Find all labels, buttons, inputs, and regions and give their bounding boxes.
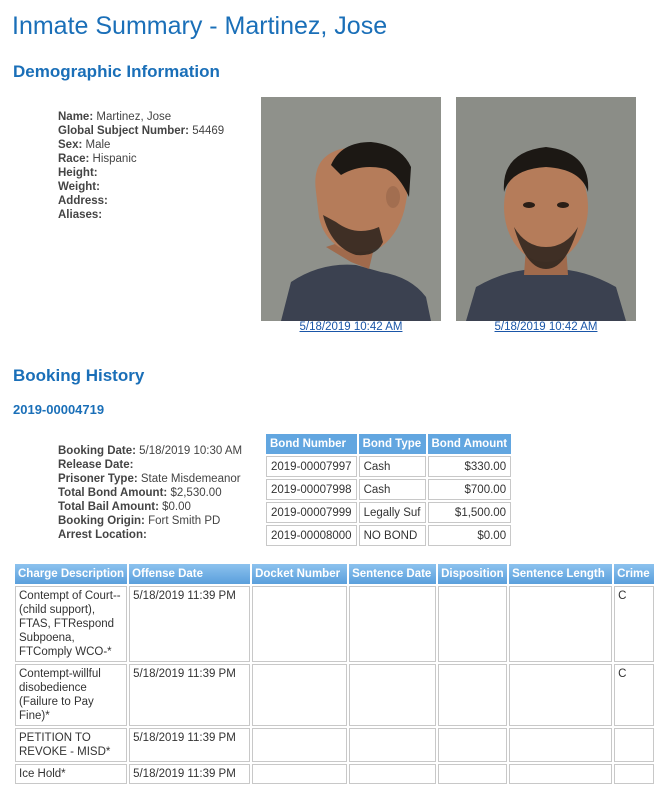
table-cell: 2019-00008000 [266, 525, 357, 546]
field-row [58, 514, 242, 528]
field-label: Total Bond Amount: [58, 487, 168, 499]
field-label: Booking Origin: [58, 515, 145, 527]
table-cell: 5/18/2019 11:39 PM [129, 664, 250, 726]
table-cell [614, 764, 654, 784]
photo-date-link-1[interactable]: 5/18/2019 10:42 AM [299, 321, 403, 333]
field-row [58, 458, 242, 472]
table-cell [509, 664, 612, 726]
page-title: Inmate Summary - Martinez, Jose [12, 12, 388, 40]
field-value: 54469 [192, 125, 225, 137]
charge-row [15, 586, 654, 662]
table-cell: 2019-00007998 [266, 479, 357, 500]
column-header[interactable]: Bond Number [266, 434, 357, 454]
table-cell [349, 764, 436, 784]
field-value: Fort Smith PD [148, 515, 221, 527]
column-header[interactable]: Crime [614, 564, 654, 584]
field-row [58, 500, 242, 514]
table-cell [252, 728, 347, 762]
table-cell: 2019-00007997 [266, 456, 357, 477]
bond-row [266, 502, 511, 523]
field-label: Race: [58, 153, 90, 165]
charge-row [15, 764, 654, 784]
field-label: Release Date: [58, 459, 134, 471]
table-cell: NO BOND [359, 525, 426, 546]
table-cell: Contempt of Court--(child support), FTAS, FTRespond Subpoena, FTComply WCO-* [15, 586, 127, 662]
table-cell [349, 664, 436, 726]
table-cell: C [614, 664, 654, 726]
column-header[interactable]: Bond Amount [428, 434, 512, 454]
table-cell [252, 664, 347, 726]
demographic-heading: Demographic Information [13, 62, 220, 81]
field-value: State Misdemeanor [140, 473, 241, 485]
field-value: Martinez, Jose [96, 111, 172, 123]
field-row [58, 486, 242, 500]
table-cell [349, 728, 436, 762]
column-header[interactable]: Charge Description [15, 564, 127, 584]
field-value: 5/18/2019 10:30 AM [139, 445, 243, 457]
field-label: Global Subject Number: [58, 125, 189, 137]
field-row [58, 152, 224, 166]
field-label: Total Bail Amount: [58, 501, 159, 513]
field-label: Aliases: [58, 209, 103, 221]
booking-fields [58, 444, 242, 542]
table-cell [509, 764, 612, 784]
field-label: Weight: [58, 181, 100, 193]
field-row [58, 194, 224, 208]
charge-table-container[interactable] [13, 562, 657, 800]
table-cell: 5/18/2019 11:39 PM [129, 728, 250, 762]
table-cell [614, 728, 654, 762]
booking-number[interactable]: 2019-00004719 [13, 402, 105, 417]
field-label: Arrest Location: [58, 529, 147, 541]
table-cell [509, 586, 612, 662]
table-cell: PETITION TO REVOKE - MISD* [15, 728, 127, 762]
photo-date-link-2[interactable]: 5/18/2019 10:42 AM [494, 321, 598, 333]
table-cell [349, 586, 436, 662]
field-value: $2,530.00 [170, 487, 222, 499]
mugshot-profile-photo[interactable] [261, 97, 441, 321]
field-value: Male [85, 139, 111, 151]
table-cell [252, 586, 347, 662]
field-label: Booking Date: [58, 445, 136, 457]
field-value: Hispanic [92, 153, 137, 165]
table-cell: 5/18/2019 11:39 PM [129, 586, 250, 662]
table-cell [438, 728, 507, 762]
field-label: Prisoner Type: [58, 473, 138, 485]
column-header[interactable]: Docket Number [252, 564, 347, 584]
table-cell: C [614, 586, 654, 662]
field-row [58, 110, 224, 124]
field-row [58, 444, 242, 458]
field-label: Sex: [58, 139, 83, 151]
table-cell: $1,500.00 [428, 502, 512, 523]
bond-row [266, 456, 511, 477]
charge-row [15, 728, 654, 762]
field-row [58, 208, 224, 222]
field-label: Name: [58, 111, 94, 123]
column-header[interactable]: Disposition [438, 564, 507, 584]
table-cell: $0.00 [428, 525, 512, 546]
table-cell [509, 728, 612, 762]
charge-row [15, 664, 654, 726]
column-header[interactable]: Sentence Date [349, 564, 436, 584]
field-label: Height: [58, 167, 98, 179]
table-cell [252, 764, 347, 784]
table-cell [438, 664, 507, 726]
column-header[interactable]: Offense Date [129, 564, 250, 584]
column-header[interactable]: Sentence Length [509, 564, 612, 584]
mugshot-front-photo[interactable] [456, 97, 636, 321]
bond-table [264, 432, 513, 548]
field-label: Address: [58, 195, 108, 207]
table-cell: Ice Hold* [15, 764, 127, 784]
table-cell: $700.00 [428, 479, 512, 500]
column-header[interactable]: Bond Type [359, 434, 426, 454]
table-cell: Cash [359, 456, 426, 477]
charge-table [13, 562, 656, 786]
bond-row [266, 479, 511, 500]
bond-row [266, 525, 511, 546]
table-cell: Cash [359, 479, 426, 500]
table-cell: Contempt-willful disobedience (Failure to Pay Fine)* [15, 664, 127, 726]
field-value: $0.00 [162, 501, 191, 513]
table-cell [438, 586, 507, 662]
table-cell: 5/18/2019 11:39 PM [129, 764, 250, 784]
table-cell: $330.00 [428, 456, 512, 477]
field-row [58, 138, 224, 152]
table-cell [438, 764, 507, 784]
field-row [58, 124, 224, 138]
table-cell: Legally Suf [359, 502, 426, 523]
table-cell: 2019-00007999 [266, 502, 357, 523]
field-row [58, 166, 224, 180]
field-row [58, 180, 224, 194]
field-row [58, 528, 242, 542]
booking-history-heading: Booking History [13, 366, 145, 385]
field-row [58, 472, 242, 486]
demographic-fields [58, 110, 224, 222]
